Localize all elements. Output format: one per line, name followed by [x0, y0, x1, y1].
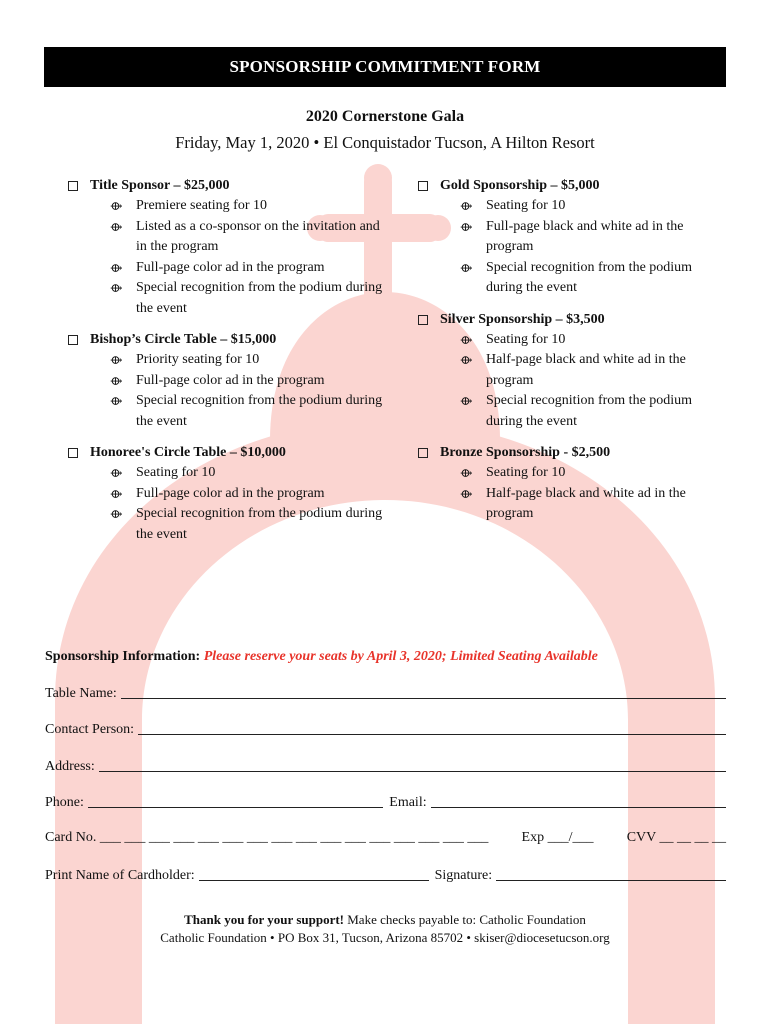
list-item: ⟴ Special recognition from the podium during the event	[110, 506, 383, 542]
ornament-bullet-icon: ⟴	[460, 260, 473, 275]
list-item: ⟴ Full-page black and white ad in the program	[460, 218, 684, 254]
list-item: ⟴ Seating for 10	[110, 463, 386, 484]
email-field[interactable]	[431, 793, 726, 808]
exp-field[interactable]: Exp ___/___	[521, 830, 594, 845]
address-field[interactable]	[99, 757, 726, 772]
list-item: ⟴ Half-page black and white ad in the program	[460, 352, 686, 388]
benefit-list	[66, 463, 386, 545]
checkbox-icon[interactable]	[418, 448, 428, 458]
list-item: ⟴ Special recognition from the podium during the event	[460, 393, 693, 429]
print-name-label: Print Name of Cardholder:	[45, 868, 195, 883]
form-title-bar	[44, 47, 726, 87]
tier-bronze	[416, 443, 726, 525]
card-row	[45, 830, 726, 846]
ornament-bullet-icon: ⟴	[110, 486, 123, 501]
benefit-list	[416, 330, 726, 433]
info-label: Sponsorship Information:	[45, 649, 201, 664]
ornament-bullet-icon: ⟴	[110, 353, 123, 367]
tier-label: Gold Sponsorship – $5,000	[440, 178, 600, 193]
ornament-bullet-icon: ⟴	[460, 394, 473, 408]
footer-thanks	[0, 912, 770, 928]
checkbox-icon[interactable]	[68, 181, 78, 191]
thanks-text: Thank you for your support!	[184, 912, 344, 927]
tier-gold	[416, 176, 726, 299]
ornament-bullet-icon: ⟴	[460, 199, 473, 213]
ornament-bullet-icon: ⟴	[460, 466, 473, 480]
checkbox-icon[interactable]	[68, 448, 78, 458]
table-name-field[interactable]	[121, 684, 726, 699]
table-name-row	[45, 684, 726, 702]
ornament-bullet-icon: ⟴	[110, 219, 123, 234]
ornament-bullet-icon: ⟴	[110, 260, 123, 275]
card-number-field[interactable]: Card No. ___ ___ ___ ___ ___ ___ ___ ___ ___ ___ ___ ___ ___ ___ ___ ___	[45, 830, 489, 845]
tiers-right-column	[416, 176, 726, 536]
tier-label: Honoree's Circle Table – $10,000	[90, 445, 286, 460]
cardholder-row	[45, 866, 726, 884]
tier-bishops-circle	[66, 330, 386, 432]
list-item: ⟴ Special recognition from the podium during the event	[110, 280, 383, 316]
contact-person-field[interactable]	[138, 720, 726, 735]
checks-payable-text: Make checks payable to: Catholic Foundation	[344, 912, 586, 927]
checkbox-icon[interactable]	[418, 315, 428, 325]
sponsorship-info-heading	[45, 649, 598, 665]
benefit-list	[416, 463, 726, 525]
ornament-bullet-icon: ⟴	[110, 507, 123, 521]
list-item: ⟴ Full-page color ad in the program	[110, 258, 386, 279]
checkbox-icon[interactable]	[68, 335, 78, 345]
ornament-bullet-icon: ⟴	[110, 394, 123, 408]
cvv-field[interactable]: CVV __ __ __ __	[626, 830, 726, 845]
ornament-bullet-icon: ⟴	[110, 466, 123, 480]
address-row	[45, 757, 726, 775]
contact-person-row	[45, 720, 726, 738]
signature-label: Signature:	[434, 868, 493, 883]
address-label: Address:	[45, 759, 95, 774]
tier-title-sponsor	[66, 176, 386, 319]
phone-email-row	[45, 793, 726, 811]
ornament-bullet-icon: ⟴	[110, 199, 123, 213]
ornament-bullet-icon: ⟴	[460, 332, 473, 347]
form-title: SPONSORSHIP COMMITMENT FORM	[229, 57, 541, 76]
ornament-bullet-icon: ⟴	[460, 486, 473, 501]
list-item: ⟴ Special recognition from the podium during the event	[460, 259, 693, 295]
reserve-note: Please reserve your seats by April 3, 2020; Limited Seating Available	[203, 649, 598, 664]
list-item: ⟴ Full-page color ad in the program	[110, 484, 386, 505]
footer-address: Catholic Foundation • PO Box 31, Tucson, Arizona 85702 • skiser@diocesetucson.org	[160, 930, 610, 945]
table-name-label: Table Name:	[45, 686, 117, 701]
list-item: ⟴ Premiere seating for 10	[110, 196, 386, 217]
phone-label: Phone:	[45, 795, 84, 810]
event-details: Friday, May 1, 2020 • El Conquistador Tucson, A Hilton Resort	[175, 133, 595, 152]
tier-label: Silver Sponsorship – $3,500	[440, 311, 605, 327]
event-name: 2020 Cornerstone Gala	[305, 108, 465, 125]
email-label: Email:	[389, 795, 427, 810]
ornament-bullet-icon: ⟴	[110, 281, 123, 295]
checkbox-icon[interactable]	[418, 181, 428, 191]
signature-field[interactable]	[496, 866, 726, 881]
ornament-bullet-icon: ⟴	[460, 353, 473, 367]
list-item: ⟴ Full-page color ad in the program	[110, 371, 386, 392]
ornament-bullet-icon: ⟴	[460, 219, 473, 234]
tier-silver	[416, 310, 726, 433]
tier-label: Bishop’s Circle Table – $15,000	[90, 332, 277, 347]
list-item: ⟴ Priority seating for 10	[110, 350, 386, 371]
tiers-left-column	[66, 176, 386, 556]
benefit-list	[66, 350, 386, 432]
list-item: ⟴ Seating for 10	[460, 330, 726, 351]
tier-honorees-circle	[66, 443, 386, 545]
benefit-list	[66, 196, 386, 319]
phone-field[interactable]	[88, 793, 383, 808]
list-item: ⟴ Seating for 10	[460, 196, 726, 217]
ornament-bullet-icon: ⟴	[110, 373, 123, 388]
contact-person-label: Contact Person:	[45, 722, 135, 737]
list-item: ⟴ Half-page black and white ad in the program	[460, 485, 686, 521]
list-item: ⟴ Special recognition from the podium during the event	[110, 393, 383, 429]
benefit-list	[416, 196, 726, 299]
tier-label: Bronze Sponsorship - $2,500	[440, 445, 611, 460]
print-name-field[interactable]	[199, 866, 429, 881]
list-item: ⟴ Seating for 10	[460, 463, 726, 484]
tier-label: Title Sponsor – $25,000	[90, 178, 230, 193]
list-item: ⟴ Listed as a co-sponsor on the invitation and in the program	[110, 218, 380, 254]
